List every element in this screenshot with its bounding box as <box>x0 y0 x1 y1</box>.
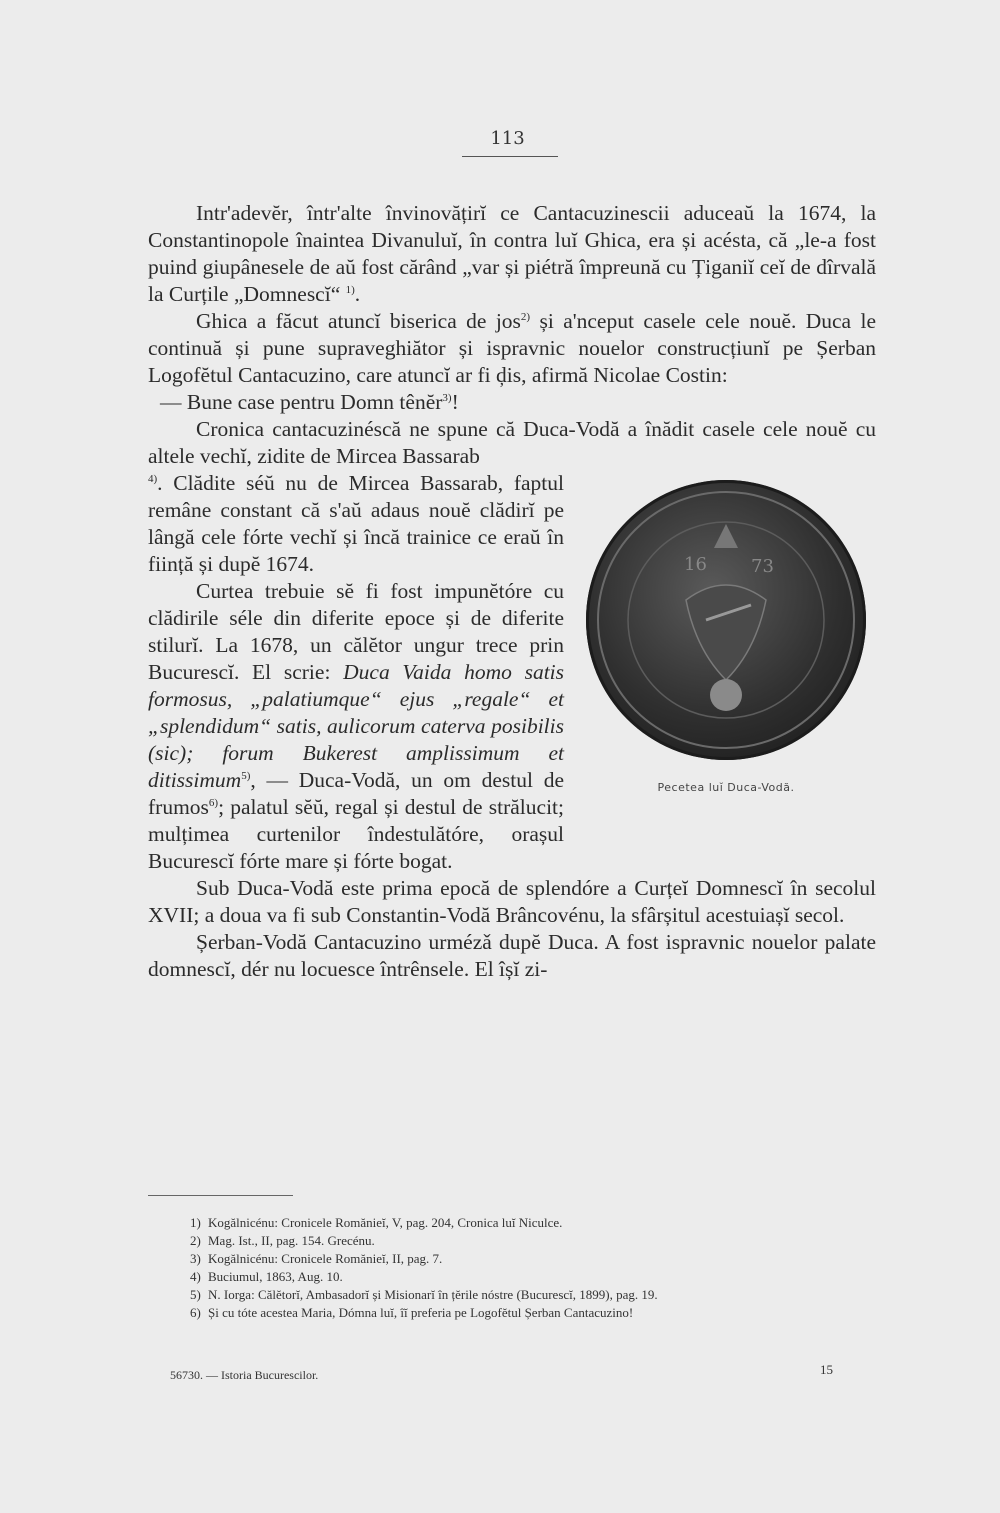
footnotes <box>190 1214 870 1322</box>
ref-2[interactable]: 2) <box>520 310 531 323</box>
footnote-5-text: N. Iorga: Călĕtorĭ, Ambasadorĭ și Misionarĭ în țĕrile nóstre (Bucurescĭ, 1899), pag. 19. <box>208 1287 658 1302</box>
paragraph-5-text-b: , — Duca-Vodă, un om destul de frumos <box>148 768 564 819</box>
paragraph-6 <box>148 875 876 929</box>
footnote-2 <box>190 1232 870 1250</box>
dialog-text: — Bune case pentru Domn tênĕr <box>160 390 443 414</box>
footnote-2-num: 2) <box>190 1233 201 1248</box>
footnote-2-text: Mag. Ist., II, pag. 154. Grecénu. <box>208 1233 375 1248</box>
footer-print-mark: 56730. — Istoria Bucurescilor. <box>170 1368 319 1382</box>
paragraph-6-text: Sub Duca-Vodă este prima epocă de splendóre a Curțeĭ Domnescĭ în secolul XVII; a doua va fi sub Constantin-Vodă Brâncovénu, la sfârșitul acestuiașĭ secol. <box>148 876 876 927</box>
seal-icon <box>586 480 866 760</box>
ref-1[interactable]: 1) <box>345 283 355 296</box>
seal-year-left: 16 <box>684 554 707 575</box>
body-text <box>148 200 876 983</box>
latin-quote: Duca Vaida homo satis formosus, „palatiumque“ ejus „regale“ et „splendidum“ satis, aulicorum caterva posibilis (sic); forum Bukerest amplissimum et ditissimum <box>148 660 565 792</box>
paragraph-2 <box>148 308 876 389</box>
paragraph-4-text-a: Cronica cantacuzinéscă ne spune că Duca-Vodă a înădit casele cele nouĕ cu altele vechĭ, zidite de Mircea Bassarab <box>148 417 876 468</box>
paragraph-3-dialog <box>148 389 876 416</box>
footnote-4-text: Buciumul, 1863, Aug. 10. <box>208 1269 343 1284</box>
paragraph-2-text-a: Ghica a făcut atuncĭ biserica de jos <box>196 309 521 333</box>
ref-5[interactable]: 5) <box>241 769 251 782</box>
paragraph-5-text-c: ; palatul sĕŭ, regal și destul de strălucit; mulțimea curtenilor îndestulătóre, orașul Bucurescĭ fórte mare și fórte bogat. <box>148 795 564 873</box>
seal-figure <box>576 476 876 832</box>
footnote-1-num: 1) <box>190 1215 201 1230</box>
ref-6[interactable]: 6) <box>208 796 219 809</box>
paragraph-2-text-b: și a'nceput casele cele nouĕ. Duca le continuă și pune supraveghiător și ispravnic nouelor construcțiunĭ pe Șerban Logofĕtul Cantacuzino, care atuncĭ ar fi ḑis, afirmă Nicolae Costin: <box>148 309 877 387</box>
footnote-6-num: 6) <box>190 1305 201 1320</box>
paragraph-1-text: Intr'adevĕr, într'alte învinovățirĭ ce Cantacuzinescii aduceaŭ la 1674, la Constantinopole înaintea Divanuluĭ, în contra luĭ Ghica, era și acésta, că „le-a fost puind giupânesele de aŭ fost cărând „var și piétră împreună cu Țiganiĭ ceĭ de dîrvală la Curțile „Domnescĭ“ <box>148 201 876 306</box>
paragraph-1: Intr'adevĕr, într'alte învinovățirĭ ce Cantacuzinescii aduceaŭ la 1674, la Constantinopole înaintea Divanuluĭ, în contra luĭ Ghica, era și acésta, că „le-a fost puind giupânesele de aŭ fost cărând „var și piétră împreună cu Țiganiĭ ceĭ de dîrvală la Curțile „Domnescĭ“ $^{1)}$. <box>148 201 876 306</box>
footnote-4-num: 4) <box>190 1269 201 1284</box>
paragraph-4 <box>148 416 876 470</box>
footnote-3-num: 3) <box>190 1251 201 1266</box>
seal-image <box>586 480 866 760</box>
seal-caption: Pecetea luĭ Duca-Vodă. <box>657 781 795 794</box>
footnote-5-num: 5) <box>190 1287 201 1302</box>
footnote-3 <box>190 1250 870 1268</box>
footnote-1-text: Kogălnicénu: Cronicele Romănieĭ, V, pag. 204, Cronica luĭ Niculce. <box>208 1215 563 1230</box>
dialog-end: ! <box>451 390 459 414</box>
paragraph-7-text: Șerban-Vodă Cantacuzino urmézǎ dupĕ Duca. A fost ispravnic nouelor palate domnescĭ, dér nu locuesce întrênsele. El îșĭ zi- <box>148 930 876 981</box>
footnote-1 <box>190 1214 870 1232</box>
seal-year-right: 73 <box>751 556 774 577</box>
footnote-6 <box>190 1304 870 1322</box>
footnote-5 <box>190 1286 870 1304</box>
page-number: 113 <box>490 128 525 149</box>
footnote-6-text: Și cu tóte acestea Maria, Dómna luĭ, îĭ preferia pe Logofĕtul Șerban Cantacuzino! <box>208 1305 634 1320</box>
paragraph-7 <box>148 929 876 983</box>
ref-3[interactable]: 3) <box>442 391 452 404</box>
footnote-4 <box>190 1268 870 1286</box>
footnote-3-text: Kogălnicénu: Cronicele Romănieĭ, II, pag. 7. <box>208 1251 443 1266</box>
footnote-rule <box>148 1195 293 1196</box>
footer-signature-number: 15 <box>820 1362 833 1377</box>
paragraph-4-text-b: . Clădite séŭ nu de Mircea Bassarab, faptul remâne constant că s'aŭ adaus nouĕ clădirĭ pe lângă cele fórte vechĭ și încă trainice ce eraŭ în ființă și dupĕ 1674. <box>148 471 564 576</box>
paragraph-5-text-a: Curtea trebuie sĕ fi fost impunĕtóre cu clădirile séle din diferite epoce și de diferite stilurĭ. La 1678, un călĕtor ungur trece prin Bucurescĭ. El scrie: <box>148 579 564 684</box>
ref-4[interactable]: 4) <box>148 472 158 485</box>
page-number-rule <box>462 156 558 157</box>
